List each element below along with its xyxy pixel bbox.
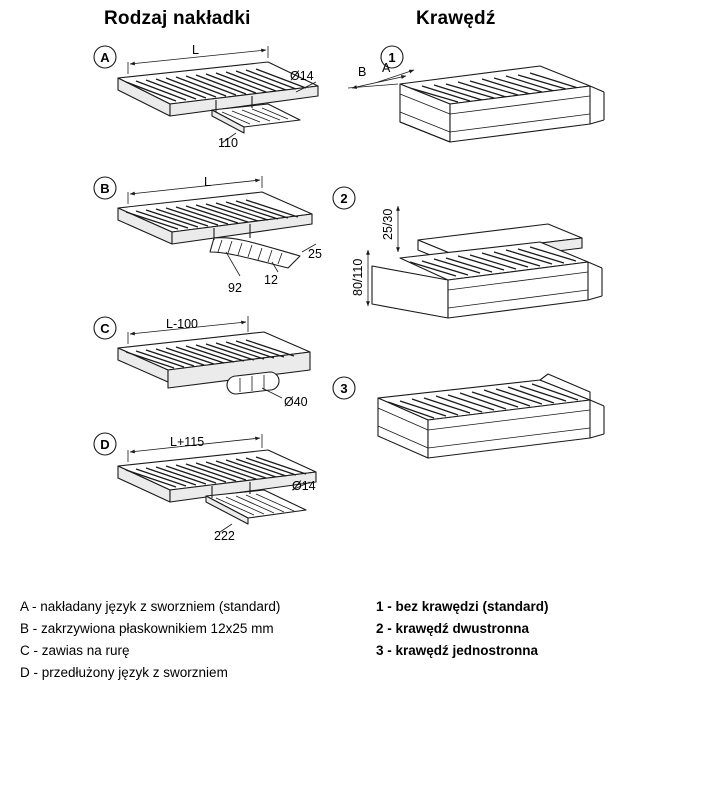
svg-text:92: 92 [228,281,242,295]
figure-A [94,43,318,150]
column-title-right: Krawędź [416,8,496,29]
svg-text:A: A [382,61,391,75]
svg-text:L: L [204,175,211,189]
svg-text:110: 110 [218,136,238,150]
legend-right-item-3: 3 - krawędź jednostronna [376,643,539,658]
legend-left-item-a: A - nakładany język z sworzniem (standard) [20,599,281,614]
svg-text:80/110: 80/110 [351,258,365,296]
legend-left-item-d: D - przedłużony język z sworzniem [20,665,228,680]
legend-right [376,596,549,662]
legend-right-item-2: 2 - krawędź dwustronna [376,621,530,636]
column-title-left: Rodzaj nakładki [104,8,251,29]
figure-1 [348,46,604,142]
svg-text:25/30: 25/30 [381,208,395,240]
svg-text:L+115: L+115 [170,435,205,449]
svg-text:B: B [358,65,367,79]
svg-text:D: D [100,437,110,452]
svg-text:Ø14: Ø14 [292,479,316,493]
figure-D [94,433,316,543]
svg-text:222: 222 [214,529,235,543]
svg-text:12: 12 [264,273,278,287]
svg-text:L-100: L-100 [166,317,198,331]
svg-text:1: 1 [388,50,396,65]
legend-left-item-c: C - zawias na rurę [20,643,130,658]
figure-2 [333,187,602,318]
svg-text:25: 25 [308,247,322,261]
svg-text:L: L [192,43,199,57]
svg-text:3: 3 [340,381,348,396]
legend-left-item-b: B - zakrzywiona płaskownikiem 12x25 mm [20,621,274,636]
figure-B [94,175,322,295]
figure-3 [333,374,604,458]
svg-text:C: C [100,321,110,336]
svg-text:A: A [100,50,110,65]
svg-text:Ø14: Ø14 [290,69,314,83]
svg-text:2: 2 [340,191,348,206]
figure-C [94,316,310,409]
svg-text:B: B [100,181,110,196]
svg-text:Ø40: Ø40 [284,395,308,409]
legend-left [20,596,280,684]
legend-right-item-1: 1 - bez krawędzi (standard) [376,599,549,614]
